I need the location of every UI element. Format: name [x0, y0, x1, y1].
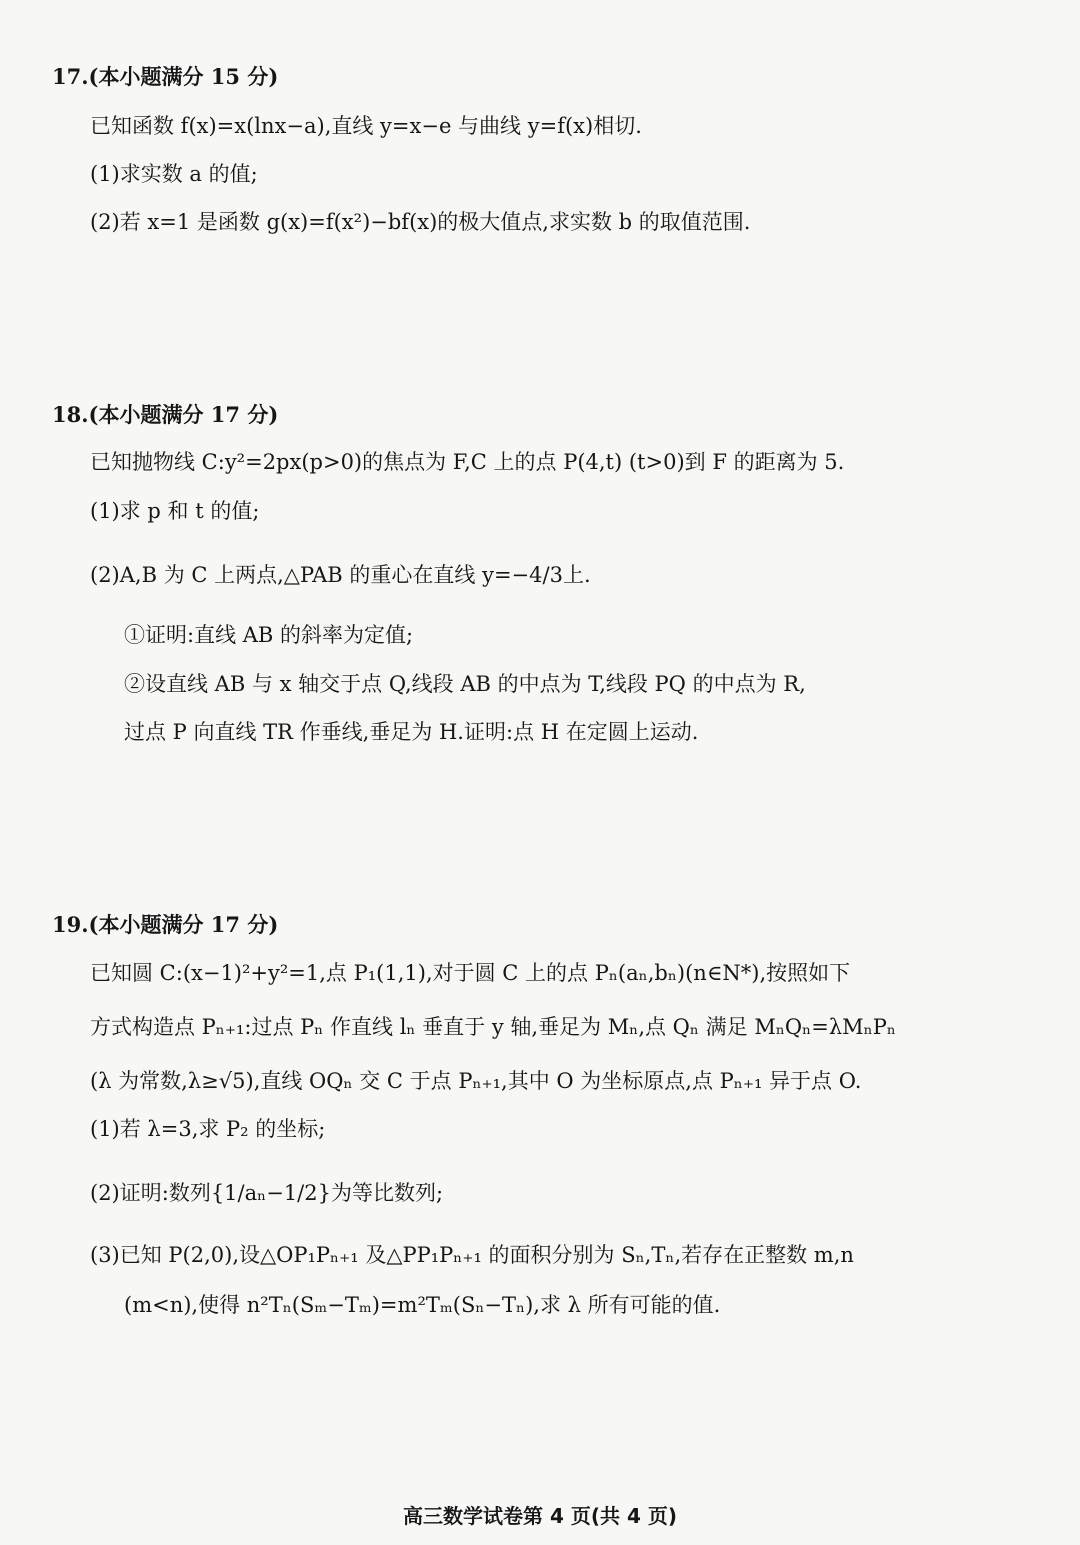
q18-part1: (1)求 p 和 t 的值; — [90, 499, 260, 523]
q18-part2: (2)A,B 为 C 上两点,△PAB 的重心在直线 y=−4/3上. — [90, 563, 591, 587]
q17-stem: 已知函数 f(x)=x(lnx−a),直线 y=x−e 与曲线 y=f(x)相切. — [90, 114, 642, 138]
page-footer: 高三数学试卷第 4 页(共 4 页) — [403, 1504, 677, 1528]
q19-part3b: (m<n),使得 n²Tₙ(Sₘ−Tₘ)=m²Tₘ(Sₙ−Tₙ),求 λ 所有可能的值. — [124, 1293, 721, 1317]
q17-part2: (2)若 x=1 是函数 g(x)=f(x²)−bf(x)的极大值点,求实数 b 的取值范围. — [90, 210, 751, 234]
q19-header: 19.(本小题满分 17 分) — [52, 912, 279, 937]
q18-sub2a: ②设直线 AB 与 x 轴交于点 Q,线段 AB 的中点为 T,线段 PQ 的中点为 R, — [124, 672, 806, 696]
q18-header: 18.(本小题满分 17 分) — [52, 402, 279, 427]
q18-stem: 已知抛物线 C:y²=2px(p>0)的焦点为 F,C 上的点 P(4,t) (t>0)到 F 的距离为 5. — [90, 450, 845, 474]
q19-part3a: (3)已知 P(2,0),设△OP₁Pₙ₊₁ 及△PP₁Pₙ₊₁ 的面积分别为 Sₙ,Tₙ,若存在正整数 m,n — [90, 1243, 854, 1267]
q18-sub2b: 过点 P 向直线 TR 作垂线,垂足为 H.证明:点 H 在定圆上运动. — [124, 720, 699, 744]
q19-part2: (2)证明:数列{1/aₙ−1/2}为等比数列; — [90, 1181, 444, 1205]
q19-part1: (1)若 λ=3,求 P₂ 的坐标; — [90, 1117, 326, 1141]
q19-stem3: (λ 为常数,λ≥√5),直线 OQₙ 交 C 于点 Pₙ₊₁,其中 O 为坐标原点,点 Pₙ₊₁ 异于点 O. — [90, 1069, 862, 1093]
q19-stem2: 方式构造点 Pₙ₊₁:过点 Pₙ 作直线 lₙ 垂直于 y 轴,垂足为 Mₙ,点 Qₙ 满足 MₙQₙ=λMₙPₙ — [90, 1015, 896, 1039]
q19-stem1: 已知圆 C:(x−1)²+y²=1,点 P₁(1,1),对于圆 C 上的点 Pₙ(aₙ,bₙ)(n∈N*),按照如下 — [90, 961, 851, 985]
q17-header: 17.(本小题满分 15 分) — [52, 64, 279, 89]
q18-sub1: ①证明:直线 AB 的斜率为定值; — [124, 623, 414, 647]
q17-part1: (1)求实数 a 的值; — [90, 162, 258, 186]
